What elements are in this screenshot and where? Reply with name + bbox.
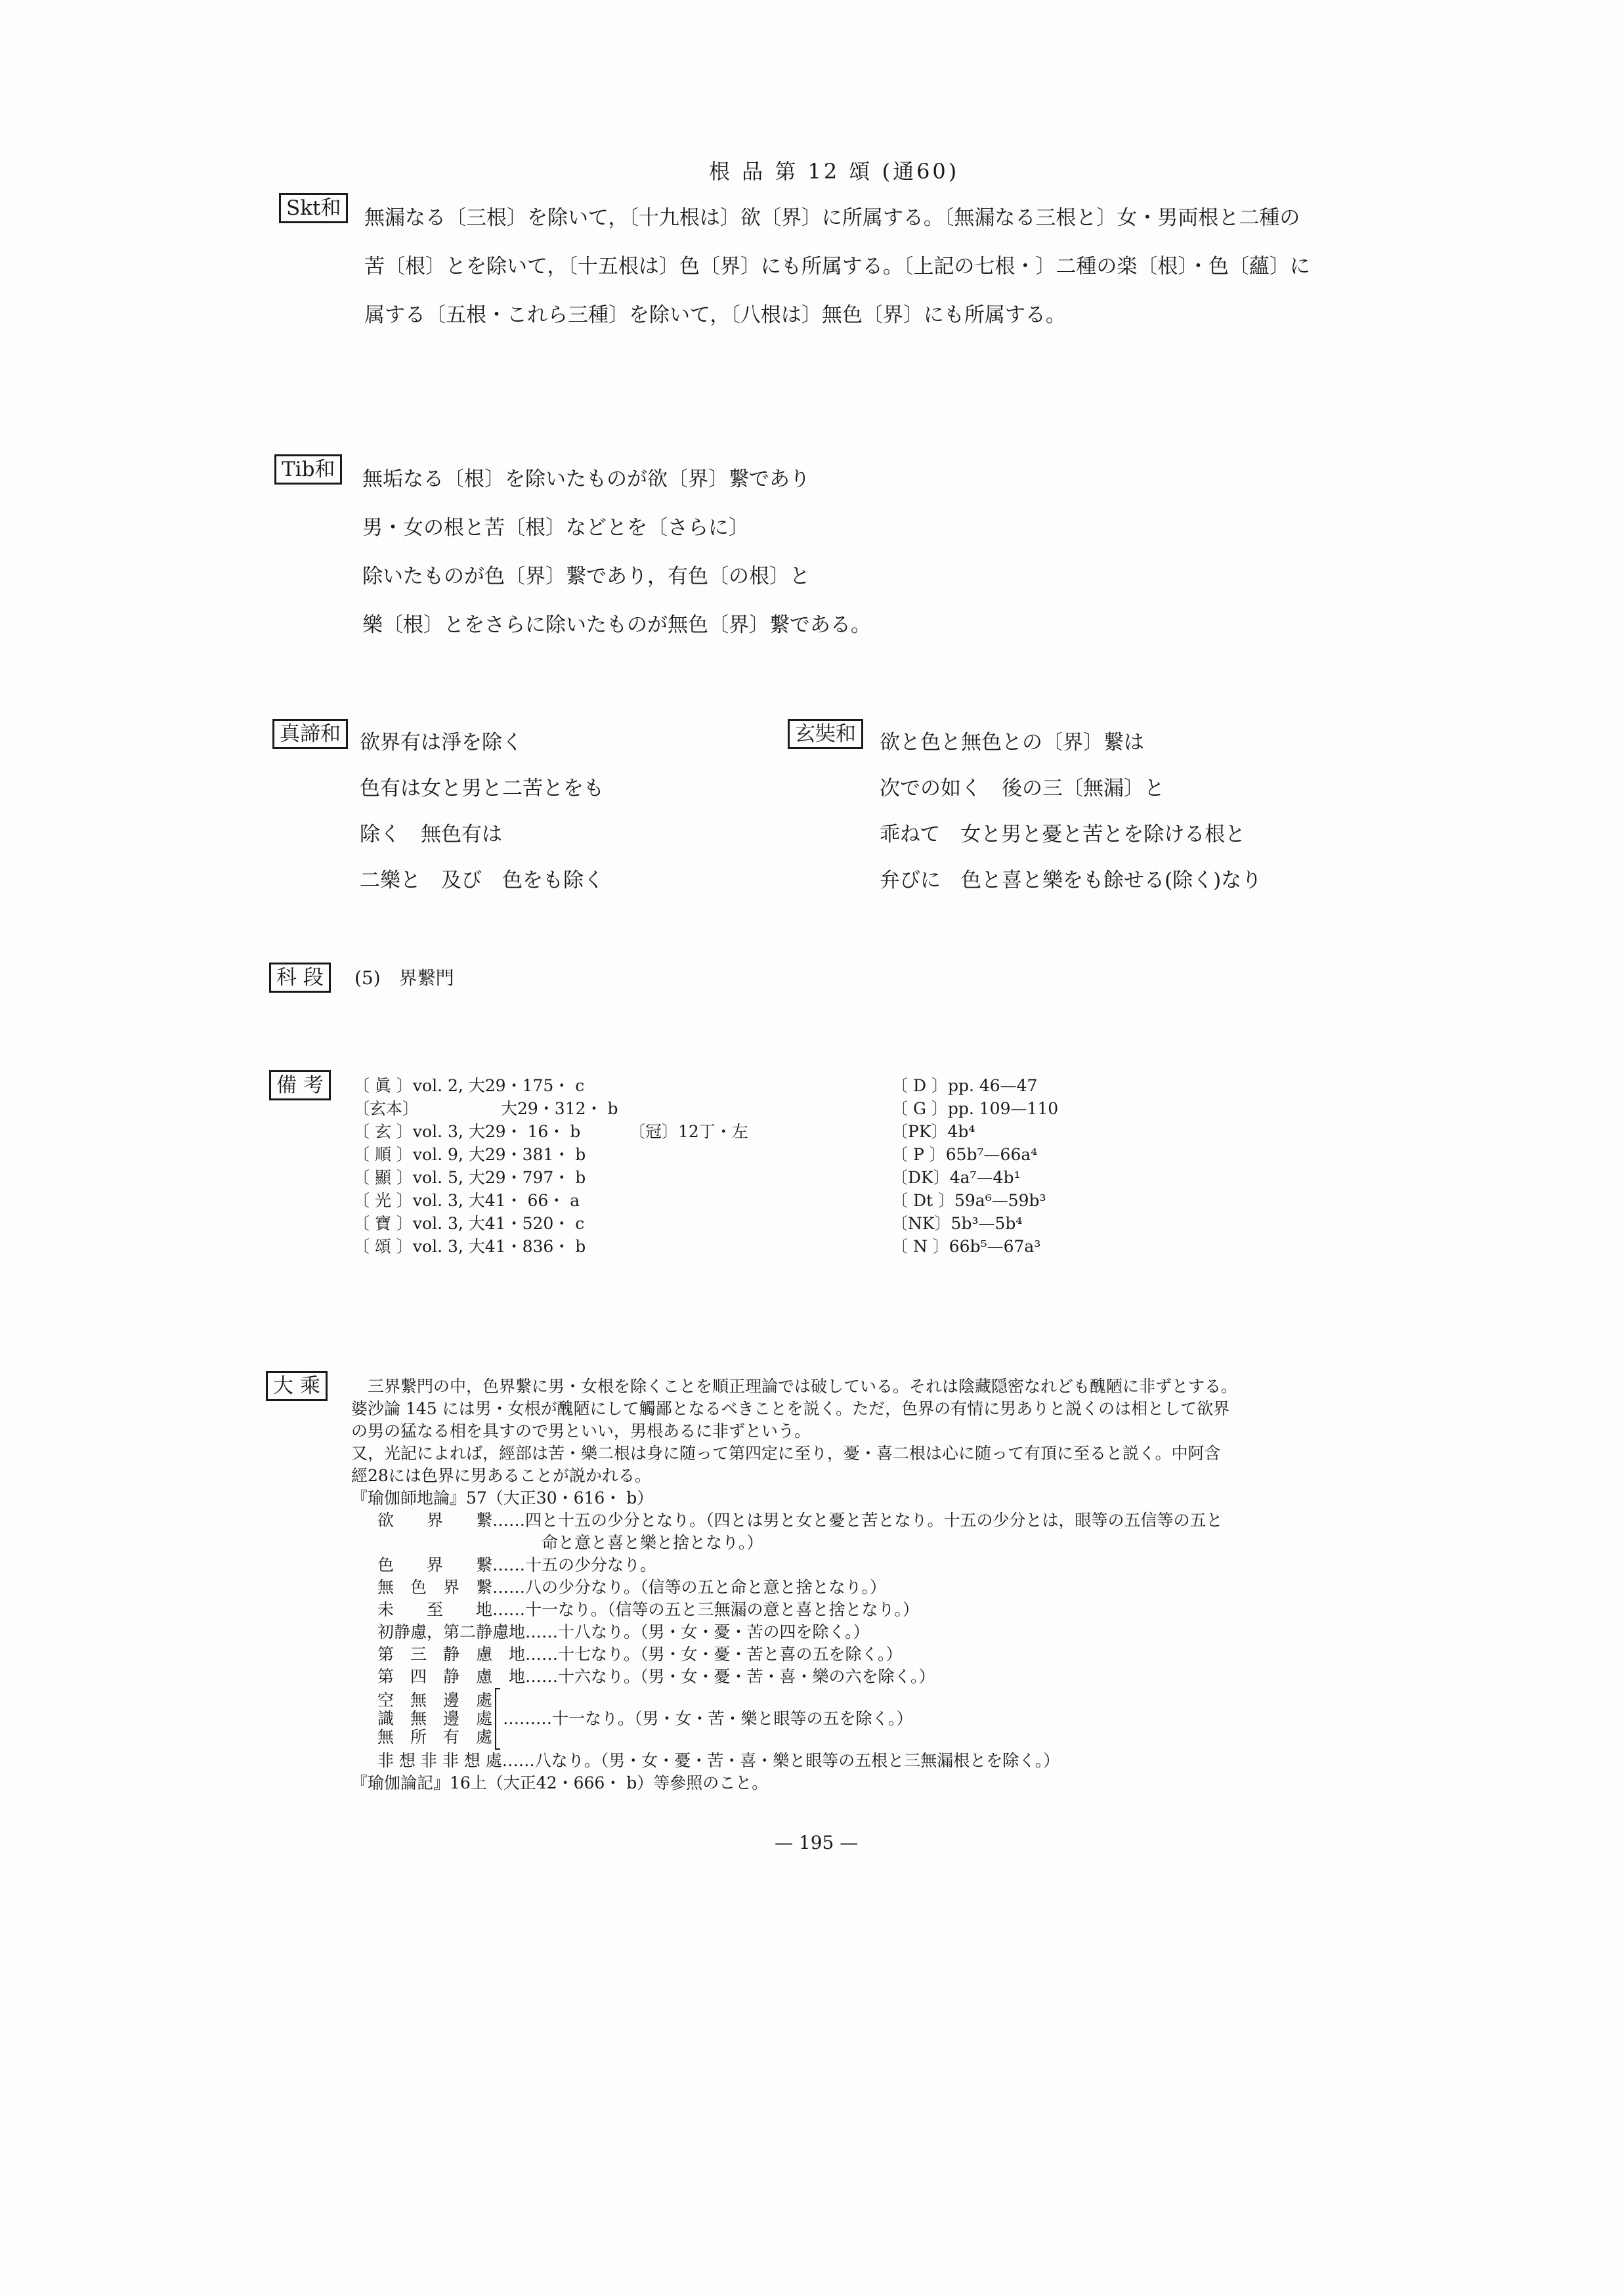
daijo-list-item: 第 四 静 慮 地……十六なり。（男・女・憂・苦・喜・樂の六を除く。） bbox=[377, 1667, 935, 1686]
genjo-line: 乖ねて 女と男と憂と苦とを除ける根と bbox=[880, 823, 1246, 846]
daijo-line: 經28には色界に男あることが説かれる。 bbox=[351, 1466, 651, 1485]
daijo-group bbox=[351, 1688, 1428, 1750]
daijo-tag: 大 乘 bbox=[266, 1371, 328, 1401]
kadan-tag: 科 段 bbox=[269, 963, 331, 993]
daijo-list-item: 初静慮，第二静慮地……十八なり。（男・女・憂・苦の四を除く。） bbox=[377, 1622, 870, 1641]
page-title: 根 品 第 12 頌 (通60) bbox=[709, 159, 960, 184]
daijo-list-item: 未 至 地……十一なり。（信等の五と三無漏の意と喜と捨となり。） bbox=[377, 1600, 920, 1619]
tib-line: 無垢なる〔根〕を除いたものが欲〔界〕繋であり bbox=[362, 467, 810, 491]
page-number: — 195 — bbox=[775, 1832, 859, 1853]
daijo-line: 『瑜伽師地論』57（大正30・616・ b） bbox=[351, 1488, 654, 1507]
biko-ref: 〔玄本〕 bbox=[353, 1099, 419, 1118]
biko-ref: 〔 寶 〕vol. 3, 大41・520・ c bbox=[353, 1214, 585, 1233]
biko-row bbox=[353, 1189, 1141, 1212]
shintai-line: 二樂と 及び 色をも除く bbox=[360, 869, 604, 892]
daijo-group-labels bbox=[377, 1691, 492, 1746]
genjo-text bbox=[880, 720, 1262, 903]
daijo-after-line: 非 想 非 非 想 處……八なり。（男・女・憂・苦・喜・樂と眼等の五根と三無漏根とを除く。） bbox=[377, 1751, 1060, 1770]
daijo-list-item: 第 三 静 慮 地……十七なり。（男・女・憂・苦と喜の五を除く。） bbox=[377, 1645, 903, 1664]
biko-ref-sub: 大29・312・ b bbox=[501, 1099, 618, 1118]
biko-tib-ref: 〔PK〕4b⁴ bbox=[891, 1122, 975, 1141]
shintai-line: 除く 無色有は bbox=[360, 823, 502, 846]
shintai-tag: 真諦和 bbox=[272, 719, 348, 749]
daijo-list-item: 無 色 界 繋……八の少分なり。（信等の五と命と意と捨となり。） bbox=[377, 1578, 887, 1597]
biko-row bbox=[353, 1120, 1141, 1143]
daijo-text bbox=[351, 1375, 1428, 1794]
daijo-group-label: 空 無 邊 處 bbox=[377, 1691, 493, 1710]
tib-tag: Tib和 bbox=[274, 454, 342, 485]
biko-tib-ref: 〔 P 〕65b⁷—66a⁴ bbox=[891, 1145, 1038, 1164]
daijo-after-line: 『瑜伽論記』16上（大正42・666・ b）等參照のこと。 bbox=[351, 1773, 769, 1792]
biko-row bbox=[353, 1212, 1141, 1235]
brace-icon bbox=[495, 1688, 500, 1750]
genjo-line: 次での如く 後の三〔無漏〕と bbox=[880, 777, 1165, 800]
shintai-line: 欲界有は淨を除く bbox=[360, 731, 523, 754]
daijo-line: 又，光記によれば，經部は苦・樂二根は身に随って第四定に至り，憂・喜二根は心に随って有頂に至ると説く。中阿含 bbox=[351, 1444, 1221, 1463]
biko-ref: 〔 順 〕vol. 9, 大29・381・ b bbox=[353, 1145, 586, 1164]
skt-line: 属する〔五根・これら三種〕を除いて，〔八根は〕無色〔界〕にも所属する。 bbox=[364, 303, 1066, 327]
biko-row bbox=[353, 1235, 1141, 1258]
biko-ref: 〔 顯 〕vol. 5, 大29・797・ b bbox=[353, 1168, 586, 1187]
biko-tib-ref: 〔NK〕5b³—5b⁴ bbox=[891, 1214, 1023, 1233]
genjo-line: 欲と色と無色との〔界〕繋は bbox=[880, 731, 1144, 754]
daijo-group-label: 識 無 邊 處 bbox=[377, 1709, 493, 1728]
daijo-list-item: 色 界 繋……十五の少分なり。 bbox=[377, 1555, 657, 1574]
daijo-group-label: 無 所 有 處 bbox=[377, 1727, 493, 1746]
biko-tib-ref: 〔DK〕4a⁷—4b¹ bbox=[891, 1168, 1021, 1187]
genjo-line: 弁びに 色と喜と樂をも餘せる(除く)なり bbox=[880, 869, 1262, 892]
daijo-list-item: 欲 界 繋……四と十五の少分となり。（四とは男と女と憂と苦となり。十五の少分とは，眼等の五信等の五と bbox=[377, 1511, 1223, 1530]
biko-ref: 〔 頌 〕vol. 3, 大41・836・ b bbox=[353, 1237, 586, 1256]
biko-tag: 備 考 bbox=[269, 1070, 331, 1100]
biko-row bbox=[353, 1166, 1141, 1189]
biko-ref: 〔 玄 〕vol. 3, 大29・ 16・ b bbox=[353, 1122, 581, 1141]
daijo-line: 婆沙論 145 には男・女根が醜陋にして觸鄙となるべきことを説く。ただ，色界の有情に男ありと説くのは相として欲界 bbox=[351, 1399, 1230, 1418]
daijo-line: 三界繋門の中，色界繋に男・女根を除くことを順正理論では破している。それは陰藏隠密なれども醜陋に非ずとする。 bbox=[351, 1377, 1238, 1396]
shintai-text bbox=[360, 720, 604, 903]
genjo-tag: 玄奘和 bbox=[788, 719, 863, 749]
kadan-text: (5) 界繋門 bbox=[354, 967, 454, 989]
tib-line: 樂〔根〕とをさらに除いたものが無色〔界〕繋である。 bbox=[362, 613, 871, 637]
shintai-line: 色有は女と男と二苦とをも bbox=[360, 777, 604, 800]
biko-row bbox=[353, 1074, 1141, 1097]
biko-ref: 〔 光 〕vol. 3, 大41・ 66・ a bbox=[353, 1191, 580, 1210]
skt-text bbox=[364, 194, 1310, 339]
biko-tib-ref: 〔 D 〕pp. 46—47 bbox=[891, 1076, 1038, 1095]
biko-row bbox=[353, 1097, 1141, 1120]
biko-extra-ref: 〔冠〕12丁・左 bbox=[629, 1122, 748, 1141]
daijo-line: の男の猛なる相を具すので男といい，男根あるに非ずという。 bbox=[351, 1421, 811, 1440]
daijo-group-text: ………十一なり。（男・女・苦・樂と眼等の五を除く。） bbox=[503, 1709, 913, 1728]
biko-table bbox=[353, 1074, 1141, 1258]
skt-line: 無漏なる〔三根〕を除いて，〔十九根は〕欲〔界〕に所属する。〔無漏なる三根と〕女・男両根と二種の bbox=[364, 206, 1300, 230]
tib-line: 男・女の根と苦〔根〕などとを〔さらに〕 bbox=[362, 516, 749, 540]
biko-tib-ref: 〔 G 〕pp. 109—110 bbox=[891, 1099, 1059, 1118]
skt-line: 苦〔根〕とを除いて，〔十五根は〕色〔界〕にも所属する。〔上記の七根・〕二種の楽〔根〕・色〔蘊〕に bbox=[364, 255, 1310, 278]
tib-line: 除いたものが色〔界〕繋であり，有色〔の根〕と bbox=[362, 565, 810, 588]
biko-tib-ref: 〔 Dt 〕59a⁶—59b³ bbox=[891, 1191, 1046, 1210]
biko-tib-ref: 〔 N 〕66b⁵—67a³ bbox=[891, 1237, 1041, 1256]
tib-text bbox=[362, 455, 871, 649]
skt-tag: Skt和 bbox=[279, 193, 348, 223]
biko-row bbox=[353, 1143, 1141, 1166]
biko-ref: 〔 眞 〕vol. 2, 大29・175・ c bbox=[353, 1076, 585, 1095]
daijo-list-item: 命と意と喜と樂と捨となり。） bbox=[542, 1533, 763, 1552]
